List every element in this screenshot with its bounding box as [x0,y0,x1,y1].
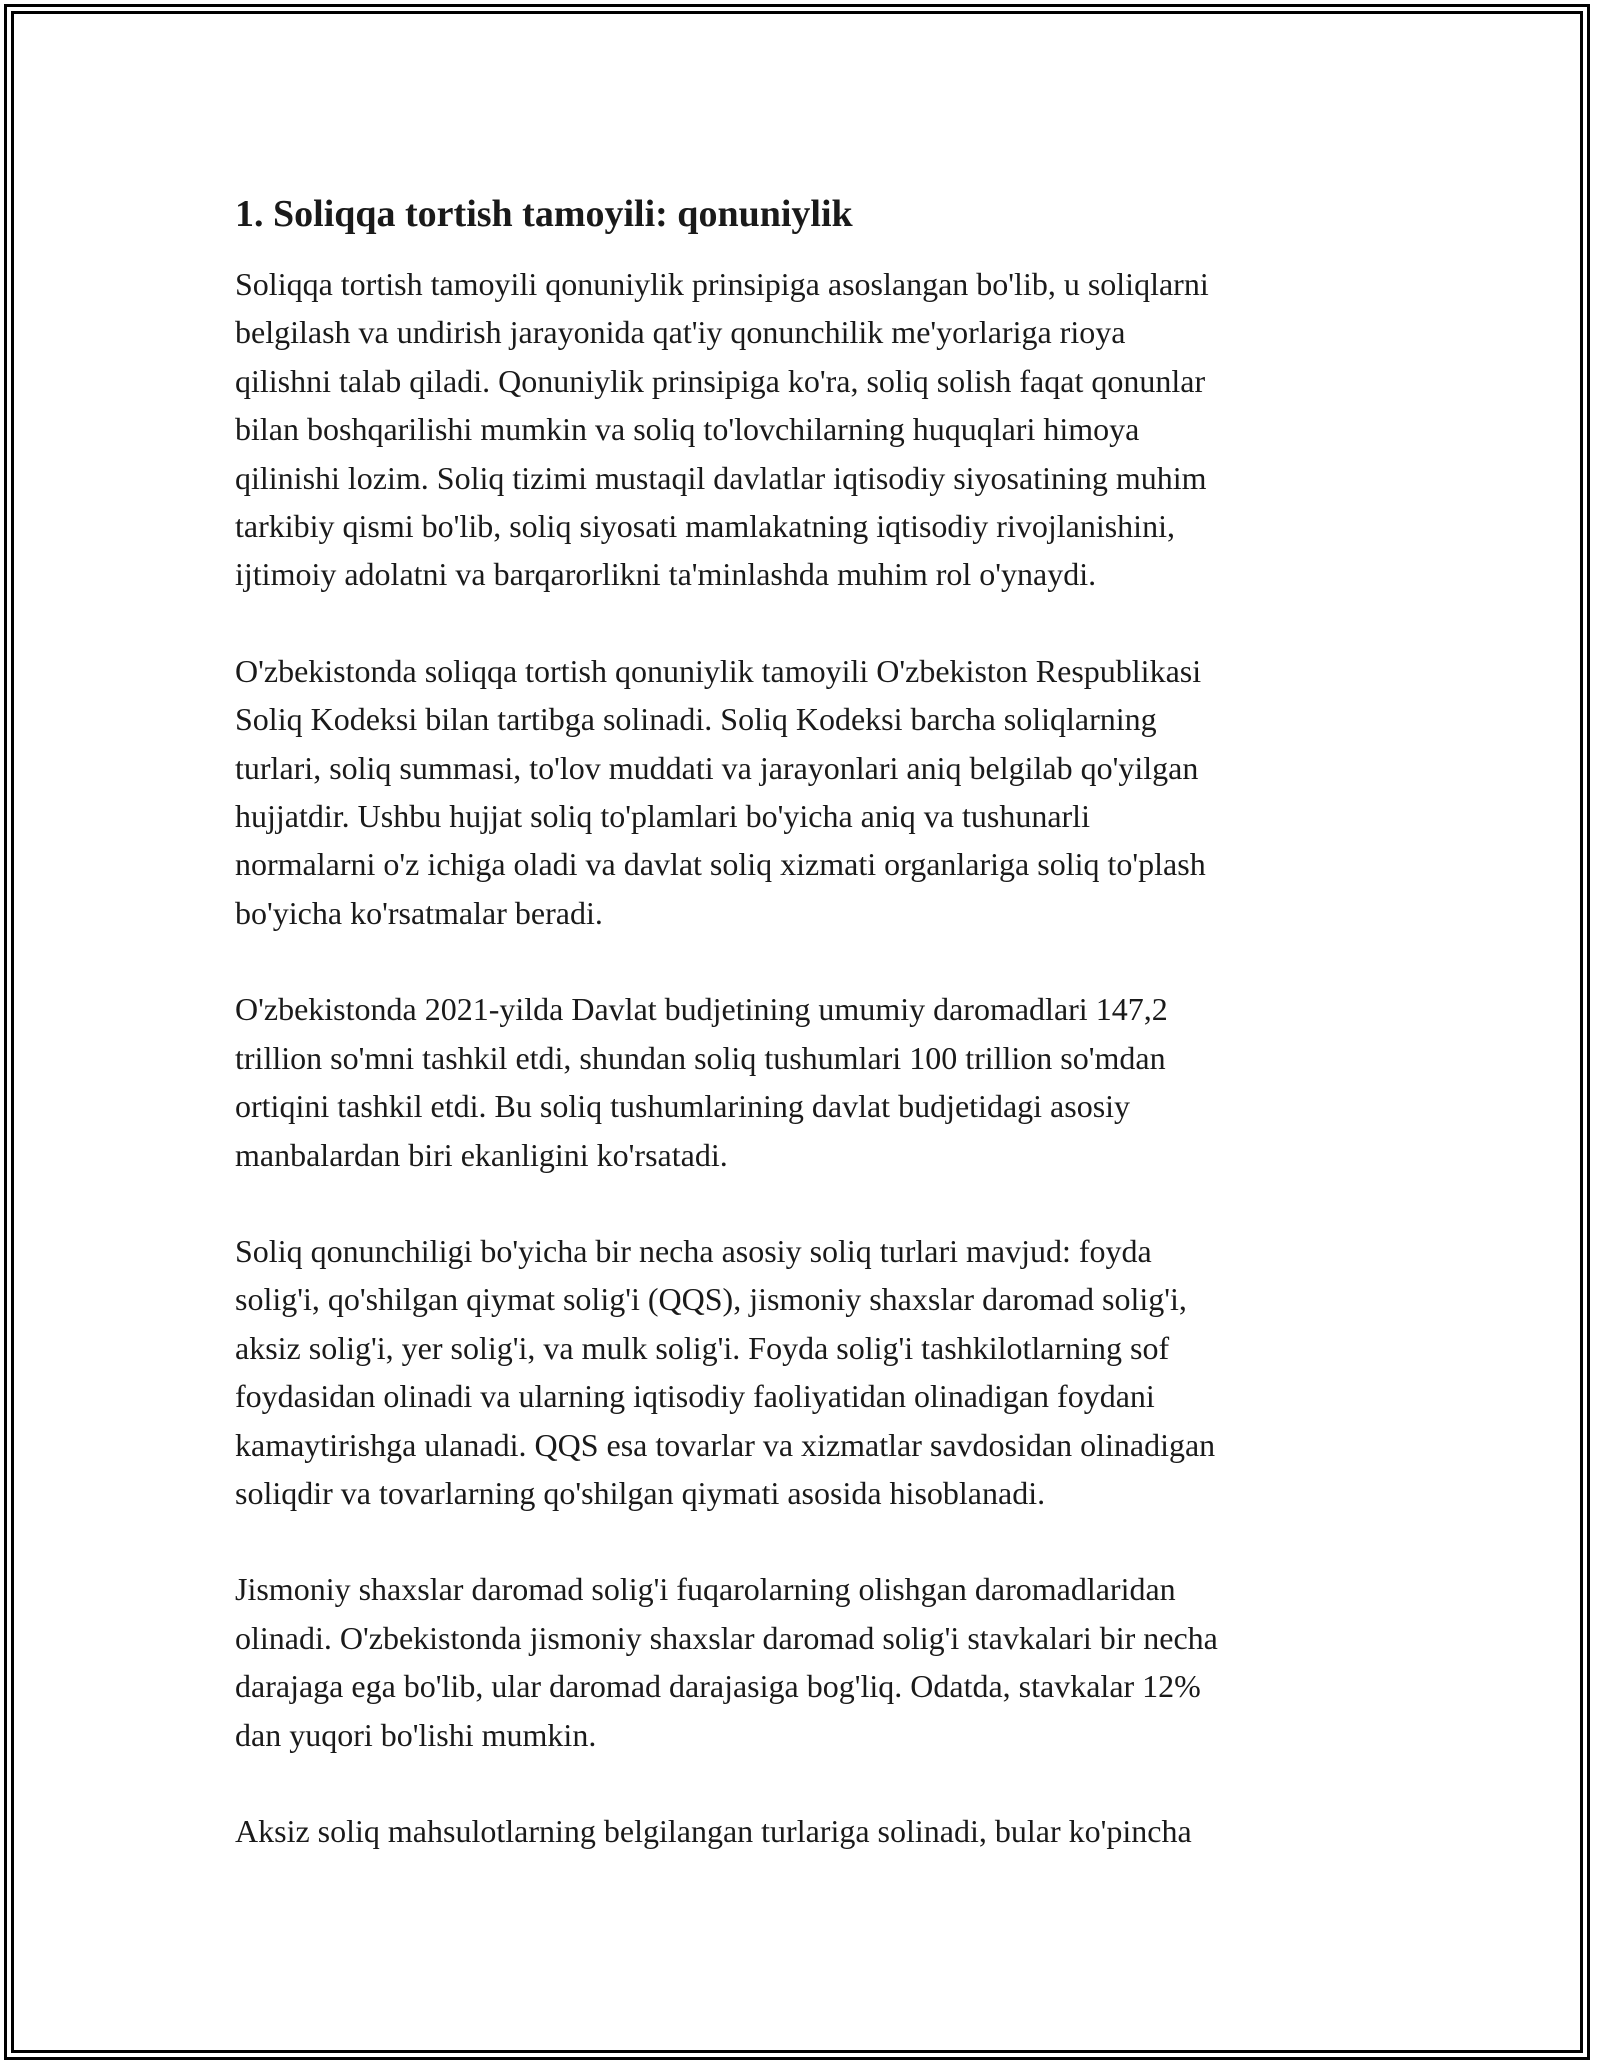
paragraph [235,1227,1365,1517]
paragraph-line: qilinishi lozim. Soliq tizimi mustaqil davlatlar iqtisodiy siyosatining muhim [235,459,1207,496]
paragraph-line: foydasidan olinadi va ularning iqtisodiy faoliyatidan olinadigan foydani [235,1378,1155,1415]
paragraph-line: darajaga ega bo'lib, ular daromad darajasiga bog'liq. Odatda, stavkalar 12% [235,1668,1201,1705]
paragraph [235,985,1365,1179]
paragraph-line: kamaytirishga ulanadi. QQS esa tovarlar va xizmatlar savdosidan olinadigan [235,1426,1216,1463]
paragraph-line: dan yuqori bo'lishi mumkin. [235,1716,597,1753]
section-title: 1. Soliqqa tortish tamoyili: qonuniylik [235,193,853,235]
paragraph-line: bo'yicha ko'rsatmalar beradi. [235,894,603,931]
paragraph-line: turlari, soliq summasi, to'lov muddati va jarayonlari aniq belgilab qo'yilgan [235,749,1199,786]
paragraph [235,647,1365,937]
paragraph-line: Soliq Kodeksi bilan tartibga solinadi. Soliq Kodeksi barcha soliqlarning [235,701,1157,738]
paragraph-line: hujjatdir. Ushbu hujjat soliq to'plamlari bo'yicha aniq va tushunarli [235,798,1090,835]
paragraph [235,1565,1365,1759]
paragraph-list [235,260,1365,1855]
paragraph-line: Aksiz soliq mahsulotlarning belgilangan turlariga solinadi, bular ko'pincha [235,1812,1192,1849]
paragraph-line: O'zbekistonda 2021-yilda Davlat budjetining umumiy daromadlari 147,2 [235,991,1168,1028]
paragraph-line: bilan boshqarilishi mumkin va soliq to'lovchilarning huquqlari himoya [235,411,1140,448]
paragraph-line: ijtimoiy adolatni va barqarorlikni ta'minlashda muhim rol o'ynaydi. [235,556,1097,593]
paragraph-line: manbalardan biri ekanligini ko'rsatadi. [235,1136,728,1173]
paragraph-line: soliqdir va tovarlarning qo'shilgan qiymati asosida hisoblanadi. [235,1474,1046,1511]
paragraph-line: O'zbekistonda soliqqa tortish qonuniylik tamoyili O'zbekiston Respublikasi [235,652,1202,689]
paragraph-line: trillion so'mni tashkil etdi, shundan soliq tushumlari 100 trillion so'mdan [235,1039,1166,1076]
paragraph-line: solig'i, qo'shilgan qiymat solig'i (QQS), jismoniy shaxslar daromad solig'i, [235,1281,1187,1318]
paragraph [235,260,1365,599]
paragraph-line: olinadi. O'zbekistonda jismoniy shaxslar daromad solig'i stavkalari bir necha [235,1619,1218,1656]
paragraph-line: aksiz solig'i, yer solig'i, va mulk solig'i. Foyda solig'i tashkilotlarning sof [235,1329,1170,1366]
paragraph-line: tarkibiy qismi bo'lib, soliq siyosati mamlakatning iqtisodiy rivojlanishini, [235,508,1175,545]
paragraph-line: belgilash va undirish jarayonida qat'iy qonunchilik me'yorlariga rioya [235,314,1126,351]
paragraph-line: normalarni o'z ichiga oladi va davlat soliq xizmati organlariga soliq to'plash [235,846,1206,883]
paragraph [235,1807,1365,1855]
paragraph-line: qilishni talab qiladi. Qonuniylik prinsipiga ko'ra, soliq solish faqat qonunlar [235,362,1206,399]
paragraph-line: ortiqini tashkil etdi. Bu soliq tushumlarining davlat budjetidagi asosiy [235,1088,1131,1125]
document-body [235,190,1365,1903]
paragraph-line: Jismoniy shaxslar daromad solig'i fuqarolarning olishgan daromadlaridan [235,1571,1176,1608]
paragraph-line: Soliqqa tortish tamoyili qonuniylik prinsipiga asoslangan bo'lib, u soliqlarni [235,266,1209,302]
paragraph-line: Soliq qonunchiligi bo'yicha bir necha asosiy soliq turlari mavjud: foyda [235,1232,1152,1269]
